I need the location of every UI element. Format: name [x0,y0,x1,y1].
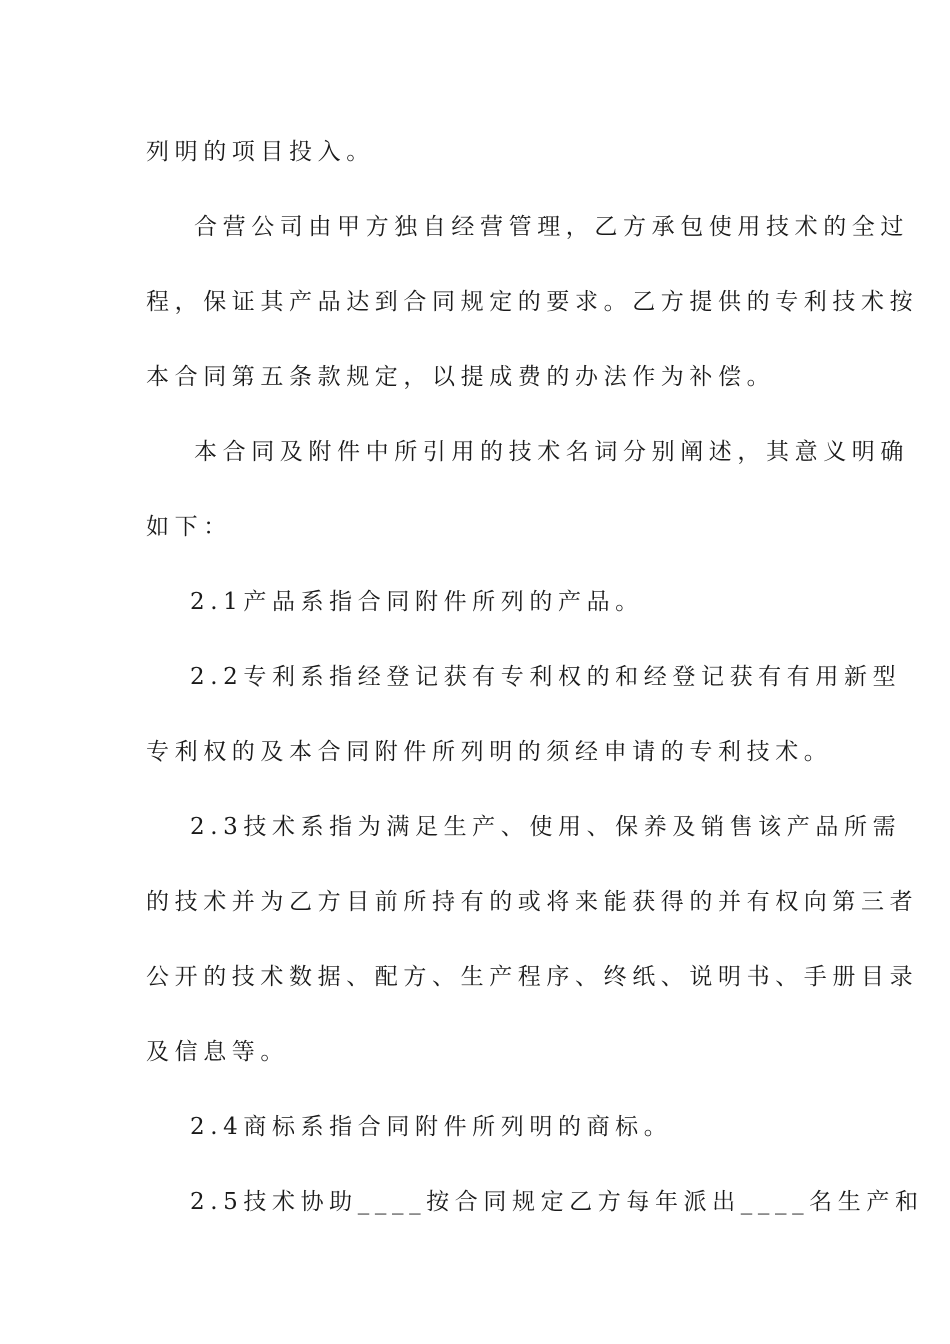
text-line: 程，保证其产品达到合同规定的要求。乙方提供的专利技术按 [146,289,919,315]
text-line: 如下： [146,514,232,540]
text-line: 2.4商标系指合同附件所列明的商标。 [190,1114,673,1140]
text-line: 专利权的及本合同附件所列明的须经申请的专利技术。 [146,739,833,765]
text-line: 及信息等。 [146,1039,289,1065]
text-line: 2.1产品系指合同附件所列的产品。 [190,589,644,615]
text-line: 本合同及附件中所引用的技术名词分别阐述，其意义明确 [194,439,909,465]
text-line: 的技术并为乙方目前所持有的或将来能获得的并有权向第三者 [146,889,919,915]
text-line: 公开的技术数据、配方、生产程序、终纸、说明书、手册目录 [146,964,919,990]
text-line: 本合同第五条款规定，以提成费的办法作为补偿。 [146,364,776,390]
text-line: 合营公司由甲方独自经营管理，乙方承包使用技术的全过 [194,214,909,240]
text-line: 列明的项目投入。 [146,139,375,165]
text-line: 2.2专利系指经登记获有专利权的和经登记获有有用新型 [190,664,902,690]
text-line: 2.5技术协助____按合同规定乙方每年派出____名生产和 [190,1189,924,1215]
text-line: 2.3技术系指为满足生产、使用、保养及销售该产品所需 [190,814,902,840]
